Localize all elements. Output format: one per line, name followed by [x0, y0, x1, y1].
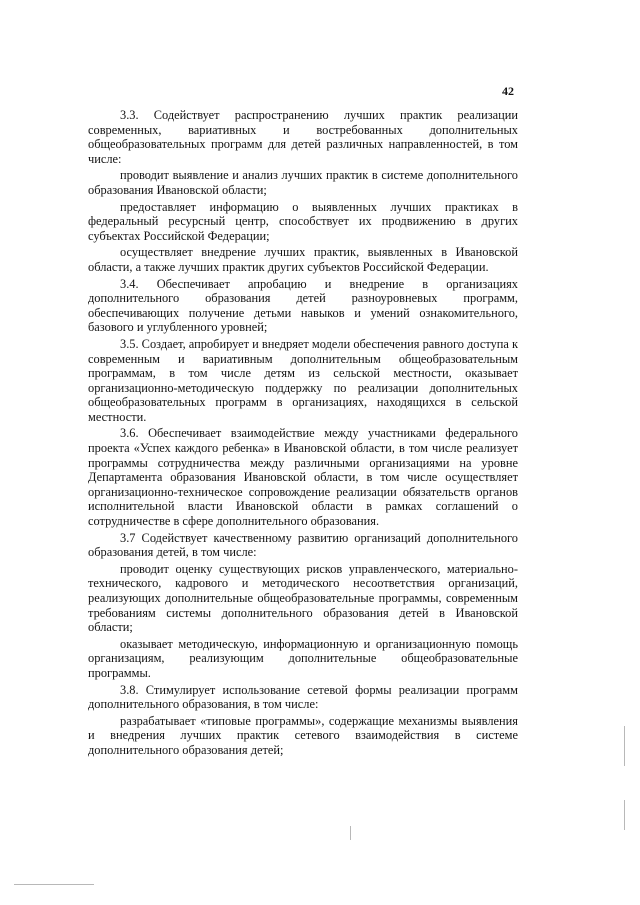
paragraph-3-7-item-1: проводит оценку существующих рисков управленческого, материально-технического, кадрового и методического несоответствия организаций, реализующих дополнительные общеобразовательные программы, современным требованиям системы дополнительного образования детей в Ивановской области;	[88, 561, 518, 635]
scan-artifact-bottom-left	[14, 884, 94, 885]
paragraph-3-3-item-1: проводит выявление и анализ лучших практик в системе дополнительного образования Ивановской области;	[88, 168, 518, 197]
paragraph-3-4: 3.4. Обеспечивает апробацию и внедрение в организациях дополнительного образования детей разноуровневых программ, обеспечивающих получение детьми навыков и умений ознакомительного, базового и углубленного уровней;	[88, 276, 518, 335]
paragraph-3-3-item-2: предоставляет информацию о выявленных лучших практиках в федеральный ресурсный центр, способствует их продвижению в других субъектах Российской Федерации;	[88, 199, 518, 243]
scan-artifact-right-edge	[624, 726, 625, 766]
paragraph-3-5: 3.5. Создает, апробирует и внедряет модели обеспечения равного доступа к современным и вариативным дополнительным общеобразовательным программам, в том числе детям из сельской местности, оказывает организационно-методическую поддержку по реализации дополнительных общеобразовательных программ в организациях, находящихся в сельской местности.	[88, 336, 519, 424]
paragraph-3-3: 3.3. Содействует распространению лучших практик реализации современных, вариативных и востребованных дополнительных общеобразовательных программ для детей различных направленностей, в том числе:	[88, 108, 518, 166]
paragraph-3-6: 3.6. Обеспечивает взаимодействие между участниками федерального проекта «Успех каждого ребенка» в Ивановской области, в том числе реализует программы сотрудничества между различными организациями на уровне Департамента образования Ивановской области, в том числе осуществляет организационно-техническое сопровождение реализации обязательств органов исполнительной власти Ивановской области в рамках соглашений о сотрудничестве в сфере дополнительного образования.	[88, 426, 518, 529]
paragraph-3-8: 3.8. Стимулирует использование сетевой формы реализации программ дополнительного образования, в том числе:	[88, 682, 518, 712]
paragraph-3-7: 3.7 Содействует качественному развитию организаций дополнительного образования детей, в том числе:	[88, 530, 518, 560]
document-body	[88, 108, 518, 760]
page-number: 42	[502, 84, 514, 98]
paragraph-3-7-item-2: оказывает методическую, информационную и организационную помощь организациям, реализующим дополнительные общеобразовательные программы.	[88, 636, 518, 680]
paragraph-3-8-item-1: разрабатывает «типовые программы», содержащие механизмы выявления и внедрения лучших практик сетевого взаимодействия в системе дополнительного образования детей;	[88, 713, 518, 757]
paragraph-3-3-item-3: осуществляет внедрение лучших практик, выявленных в Ивановской области, а также лучших практик других субъектов Российской Федерации.	[88, 245, 518, 274]
scan-artifact-center-bottom	[350, 826, 351, 840]
scan-artifact-right-edge-lower	[624, 800, 625, 830]
